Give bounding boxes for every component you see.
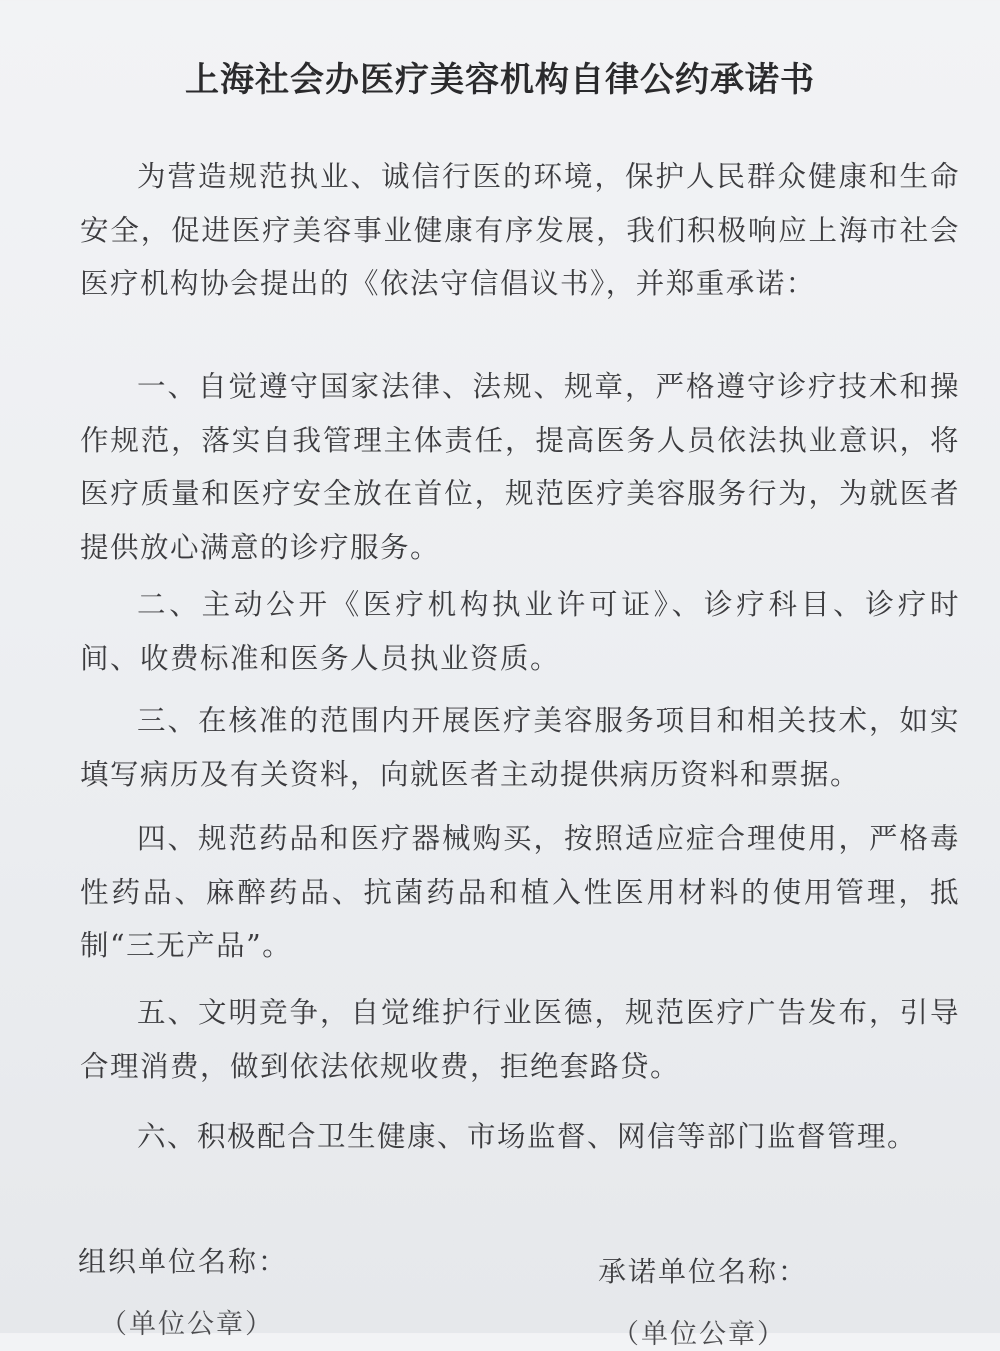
document-title: 上海社会办医疗美容机构自律公约承诺书 [185,60,815,100]
promisor-seal-label: （单位公章） [612,1319,786,1350]
organizer-name-label: 组织单位名称： [78,1245,289,1278]
commitment-item-6: 六、积极配合卫生健康、市场监督、网信等部门监督管理。 [137,1120,918,1153]
intro-paragraph: 为营造规范执业、诚信行医的环境，保护人民群众健康和生命安全，促进医疗美容事业健康有序发展，我们积极响应上海市社会医疗机构协会提出的《依法守信倡议书》，并郑重承诺： [80,160,960,300]
commitment-item-4: 四、规范药品和医疗器械购买，按照适应症合理使用，严格毒性药品、麻醉药品、抗菌药品和植入性医用材料的使用管理，抵制“三无产品”。 [80,822,960,962]
promisor-name-label: 承诺单位名称： [598,1255,809,1288]
commitment-item-1: 一、自觉遵守国家法律、法规、规章，严格遵守诊疗技术和操作规范，落实自我管理主体责任，提高医务人员依法执业意识，将医疗质量和医疗安全放在首位，规范医疗美容服务行为，为就医者提供放心满意的诊疗服务。 [80,370,960,564]
commitment-item-5: 五、文明竞争，自觉维护行业医德，规范医疗广告发布，引导合理消费，做到依法依规收费，拒绝套路贷。 [80,996,960,1083]
organizer-seal-label: （单位公章） [100,1309,274,1340]
commitment-item-2: 二、主动公开《医疗机构执业许可证》、诊疗科目、诊疗时间、收费标准和医务人员执业资质。 [80,588,960,675]
commitment-item-3: 三、在核准的范围内开展医疗美容服务项目和相关技术，如实填写病历及有关资料，向就医者主动提供病历资料和票据。 [80,704,960,791]
